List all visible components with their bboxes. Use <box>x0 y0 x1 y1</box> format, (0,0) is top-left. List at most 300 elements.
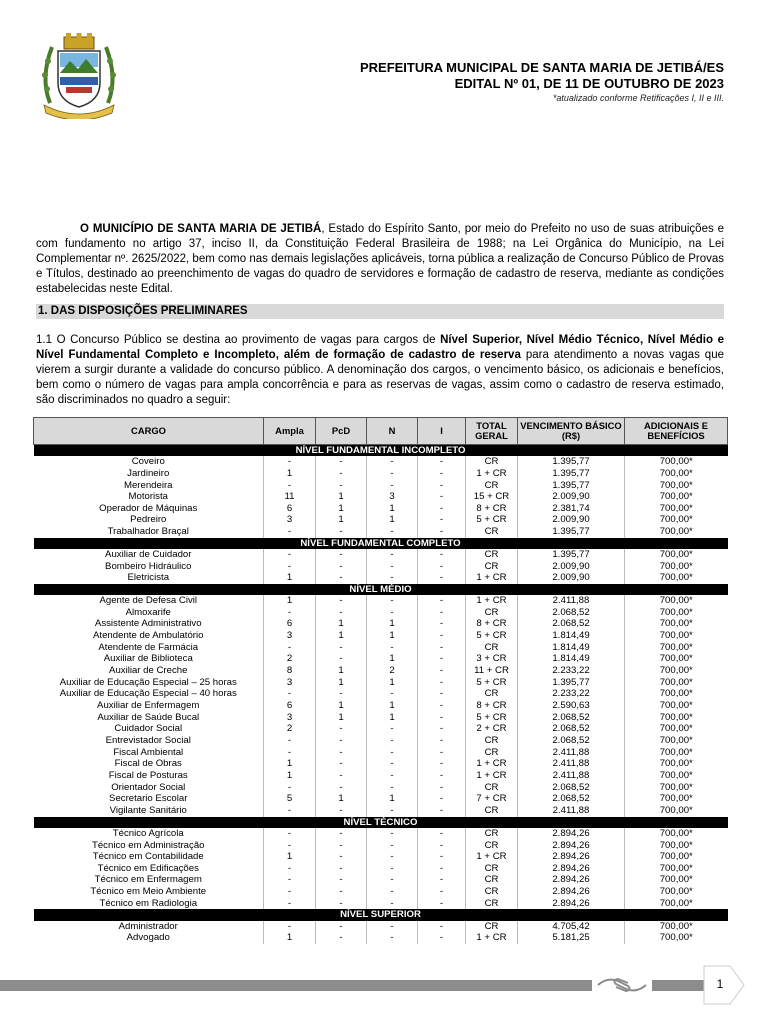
cell-total: CR <box>466 805 518 817</box>
cell-vencimento: 2.894,26 <box>518 840 625 852</box>
table-row <box>34 712 728 724</box>
table-row <box>34 898 728 910</box>
cell-cargo: Eletricista <box>127 572 170 584</box>
cell-vencimento: 2.894,26 <box>518 886 625 898</box>
cell-adicionais: 700,00* <box>625 468 728 480</box>
cell-vencimento: 2.590,63 <box>518 700 625 712</box>
table-row <box>34 526 728 538</box>
cell-i: - <box>418 747 466 759</box>
cell-cargo: Técnico em Contabilidade <box>92 851 204 863</box>
cell-total: 2 + CR <box>466 723 518 735</box>
cell-ampla: 1 <box>264 572 316 584</box>
cell-i: - <box>418 468 466 480</box>
p11-start: 1.1 O Concurso Público se destina ao provimento de vagas para cargos de <box>36 334 441 346</box>
cell-n: - <box>367 874 418 886</box>
table-row <box>34 793 728 805</box>
cell-cargo: Advogado <box>126 932 170 944</box>
cell-pcd: - <box>316 886 367 898</box>
municipal-crest-logo <box>36 33 122 119</box>
cell-n: - <box>367 561 418 573</box>
cell-cargo: Trabalhador Braçal <box>107 526 189 538</box>
cell-adicionais: 700,00* <box>625 665 728 677</box>
cell-vencimento: 2.894,26 <box>518 874 625 886</box>
header-note: *atualizado conforme Retificações I, II e III. <box>552 93 724 103</box>
cell-total: 1 + CR <box>466 468 518 480</box>
cell-cargo: Orientador Social <box>111 781 186 793</box>
intro-bold-lead: O MUNICÍPIO DE SANTA MARIA DE JETIBÁ <box>80 223 322 235</box>
table-row <box>34 828 728 840</box>
table-row <box>34 851 728 863</box>
cell-vencimento: 1.395,77 <box>518 526 625 538</box>
p11-bold: Nível Superior, Nível Médio Técnico, Nível Médio e Nível Fundamental Completo e Incompleto, além de formação de cadastro de reserva <box>36 334 724 361</box>
cell-pcd: - <box>316 840 367 852</box>
cell-adicionais: 700,00* <box>625 782 728 794</box>
table-row <box>34 503 728 515</box>
cell-adicionais: 700,00* <box>625 921 728 933</box>
cell-adicionais: 700,00* <box>625 805 728 817</box>
cell-pcd: - <box>316 758 367 770</box>
cell-ampla: 1 <box>264 758 316 770</box>
cell-i: - <box>418 630 466 642</box>
table-row <box>34 840 728 852</box>
cell-ampla: 2 <box>264 653 316 665</box>
cell-adicionais: 700,00* <box>625 723 728 735</box>
cell-i: - <box>418 561 466 573</box>
cell-ampla: - <box>264 805 316 817</box>
cell-ampla: 5 <box>264 793 316 805</box>
cell-total: 5 + CR <box>466 677 518 689</box>
cell-pcd: 1 <box>316 665 367 677</box>
cell-total: CR <box>466 840 518 852</box>
cell-adicionais: 700,00* <box>625 491 728 503</box>
cell-i: - <box>418 723 466 735</box>
table-row <box>34 595 728 607</box>
cell-pcd: - <box>316 851 367 863</box>
table-row <box>34 607 728 619</box>
cell-ampla: 1 <box>264 932 316 944</box>
cell-pcd: - <box>316 456 367 468</box>
cell-i: - <box>418 595 466 607</box>
cell-total: CR <box>466 456 518 468</box>
section-title: 1. DAS DISPOSIÇÕES PRELIMINARES <box>36 304 724 319</box>
table-row <box>34 863 728 875</box>
table-row <box>34 723 728 735</box>
table-row <box>34 491 728 503</box>
cell-i: - <box>418 932 466 944</box>
cell-total: CR <box>466 688 518 700</box>
cell-total: 11 + CR <box>466 665 518 677</box>
cell-vencimento: 1.814,49 <box>518 642 625 654</box>
col-header-ampla: Ampla <box>264 418 316 445</box>
cell-total: CR <box>466 898 518 910</box>
cell-n: - <box>367 898 418 910</box>
cell-total: 7 + CR <box>466 793 518 805</box>
cell-vencimento: 2.068,52 <box>518 618 625 630</box>
cell-adicionais: 700,00* <box>625 677 728 689</box>
cell-adicionais: 700,00* <box>625 851 728 863</box>
cell-cargo: Fiscal de Obras <box>114 758 182 770</box>
cell-i: - <box>418 735 466 747</box>
cell-i: - <box>418 653 466 665</box>
cell-vencimento: 2.411,88 <box>518 770 625 782</box>
cell-i: - <box>418 886 466 898</box>
cell-adicionais: 700,00* <box>625 514 728 526</box>
col-header-adicionais: ADICIONAIS E BENEFÍCIOS <box>625 418 728 445</box>
cell-n: - <box>367 468 418 480</box>
cell-vencimento: 2.068,52 <box>518 793 625 805</box>
cell-ampla: - <box>264 735 316 747</box>
cell-adicionais: 700,00* <box>625 863 728 875</box>
table-row <box>34 886 728 898</box>
table-row <box>34 677 728 689</box>
cell-cargo: Pedreiro <box>130 514 167 526</box>
cell-total: CR <box>466 782 518 794</box>
col-header-total: TOTAL GERAL <box>466 418 518 445</box>
cell-i: - <box>418 677 466 689</box>
cell-total: 1 + CR <box>466 770 518 782</box>
cell-vencimento: 2.411,88 <box>518 805 625 817</box>
cell-pcd: 1 <box>316 618 367 630</box>
cell-adicionais: 700,00* <box>625 572 728 584</box>
table-row <box>34 805 728 817</box>
cell-i: - <box>418 526 466 538</box>
table-row <box>34 630 728 642</box>
cell-vencimento: 2.068,52 <box>518 607 625 619</box>
cell-adicionais: 700,00* <box>625 456 728 468</box>
cell-n: 1 <box>367 700 418 712</box>
cell-i: - <box>418 491 466 503</box>
table-row <box>34 480 728 492</box>
cell-vencimento: 1.814,49 <box>518 653 625 665</box>
cell-pcd: - <box>316 723 367 735</box>
cell-pcd: 1 <box>316 677 367 689</box>
cell-cargo: Entrevistador Social <box>105 735 191 747</box>
cell-cargo: Auxiliar de Saúde Bucal <box>97 711 200 723</box>
cell-pcd: - <box>316 607 367 619</box>
cell-pcd: - <box>316 595 367 607</box>
vacancy-table <box>33 417 728 944</box>
table-row <box>34 572 728 584</box>
cell-i: - <box>418 618 466 630</box>
cell-pcd: - <box>316 526 367 538</box>
cell-adicionais: 700,00* <box>625 700 728 712</box>
cell-vencimento: 1.395,77 <box>518 549 625 561</box>
cell-vencimento: 2.009,90 <box>518 514 625 526</box>
cell-cargo: Técnico Agrícola <box>112 827 184 839</box>
cell-ampla: - <box>264 921 316 933</box>
cell-cargo: Motorista <box>128 491 168 503</box>
header-title-line1: PREFEITURA MUNICIPAL DE SANTA MARIA DE JETIBÁ/ES <box>359 60 724 75</box>
cell-vencimento: 2.233,22 <box>518 688 625 700</box>
cell-vencimento: 2.068,52 <box>518 712 625 724</box>
cell-pcd: - <box>316 782 367 794</box>
cell-cargo: Técnico em Administração <box>91 839 205 851</box>
cell-cargo: Cuidador Social <box>114 723 183 735</box>
table-row <box>34 688 728 700</box>
cell-i: - <box>418 828 466 840</box>
cell-i: - <box>418 665 466 677</box>
group-header-label: NÍVEL MÉDIO <box>34 584 728 595</box>
cell-i: - <box>418 549 466 561</box>
table-row <box>34 642 728 654</box>
cell-n: - <box>367 840 418 852</box>
table-row <box>34 735 728 747</box>
cell-vencimento: 2.068,52 <box>518 735 625 747</box>
table-header-row <box>34 418 728 445</box>
cell-i: - <box>418 514 466 526</box>
cell-pcd: - <box>316 480 367 492</box>
cell-vencimento: 2.009,90 <box>518 572 625 584</box>
cell-total: 3 + CR <box>466 653 518 665</box>
cell-n: - <box>367 758 418 770</box>
cell-n: - <box>367 526 418 538</box>
cell-cargo: Bombeiro Hidráulico <box>105 560 192 572</box>
handshake-icon <box>592 974 652 996</box>
cell-ampla: - <box>264 480 316 492</box>
cell-cargo: Auxiliar de Educação Especial – 25 horas <box>59 676 237 688</box>
cell-cargo: Assistente Administrativo <box>94 618 202 630</box>
cell-n: - <box>367 480 418 492</box>
cell-n: 1 <box>367 503 418 515</box>
cell-adicionais: 700,00* <box>625 758 728 770</box>
cell-ampla: - <box>264 874 316 886</box>
group-header-label: NÍVEL FUNDAMENTAL INCOMPLETO <box>34 445 728 457</box>
cell-vencimento: 1.814,49 <box>518 630 625 642</box>
cell-adicionais: 700,00* <box>625 770 728 782</box>
cell-i: - <box>418 863 466 875</box>
cell-pcd: 1 <box>316 712 367 724</box>
cell-adicionais: 700,00* <box>625 561 728 573</box>
cell-ampla: 3 <box>264 514 316 526</box>
cell-n: - <box>367 688 418 700</box>
cell-i: - <box>418 503 466 515</box>
cell-i: - <box>418 898 466 910</box>
cell-n: - <box>367 863 418 875</box>
cell-cargo: Vigilante Sanitário <box>109 804 187 816</box>
cell-n: 1 <box>367 630 418 642</box>
cell-pcd: - <box>316 468 367 480</box>
group-header-row <box>34 538 728 549</box>
cell-adicionais: 700,00* <box>625 840 728 852</box>
cell-total: 1 + CR <box>466 758 518 770</box>
cell-ampla: 6 <box>264 700 316 712</box>
cell-cargo: Administrador <box>118 920 178 932</box>
col-header-cargo: CARGO <box>34 418 264 445</box>
cell-i: - <box>418 712 466 724</box>
cell-ampla: 3 <box>264 712 316 724</box>
table-row <box>34 561 728 573</box>
document-header <box>360 60 724 104</box>
cell-ampla: - <box>264 688 316 700</box>
cell-pcd: 1 <box>316 491 367 503</box>
cell-pcd: - <box>316 863 367 875</box>
cell-n: - <box>367 607 418 619</box>
cell-vencimento: 2.233,22 <box>518 665 625 677</box>
cell-adicionais: 700,00* <box>625 735 728 747</box>
cell-ampla: - <box>264 607 316 619</box>
cell-cargo: Merendeira <box>123 479 173 491</box>
cell-ampla: - <box>264 456 316 468</box>
cell-total: CR <box>466 561 518 573</box>
cell-pcd: 1 <box>316 503 367 515</box>
cell-pcd: - <box>316 688 367 700</box>
cell-total: CR <box>466 828 518 840</box>
cell-pcd: - <box>316 653 367 665</box>
cell-total: 1 + CR <box>466 595 518 607</box>
cell-ampla: - <box>264 642 316 654</box>
cell-cargo: Jardineiro <box>127 467 170 479</box>
cell-total: CR <box>466 874 518 886</box>
cell-i: - <box>418 456 466 468</box>
cell-cargo: Secretario Escolar <box>109 793 188 805</box>
cell-cargo: Auxiliar de Enfermagem <box>97 700 200 712</box>
cell-cargo: Auxiliar de Educação Especial – 40 horas <box>59 688 237 700</box>
cell-pcd: - <box>316 561 367 573</box>
cell-adicionais: 700,00* <box>625 642 728 654</box>
cell-i: - <box>418 688 466 700</box>
cell-cargo: Agente de Defesa Civil <box>99 595 198 607</box>
cell-total: CR <box>466 607 518 619</box>
cell-vencimento: 4.705,42 <box>518 921 625 933</box>
cell-i: - <box>418 607 466 619</box>
table-row <box>34 514 728 526</box>
table-row <box>34 932 728 944</box>
cell-adicionais: 700,00* <box>625 688 728 700</box>
cell-pcd: - <box>316 572 367 584</box>
table-row <box>34 468 728 480</box>
page-number-badge <box>700 962 746 1008</box>
table-row <box>34 747 728 759</box>
cell-ampla: 8 <box>264 665 316 677</box>
cell-cargo: Atendente de Ambulatório <box>93 630 204 642</box>
cell-pcd: - <box>316 921 367 933</box>
table-row <box>34 782 728 794</box>
cell-i: - <box>418 921 466 933</box>
cell-adicionais: 700,00* <box>625 503 728 515</box>
cell-n: 1 <box>367 793 418 805</box>
cell-ampla: 6 <box>264 503 316 515</box>
cell-vencimento: 5.181,25 <box>518 932 625 944</box>
cell-vencimento: 1.395,77 <box>518 480 625 492</box>
p11-end: para atendimento a novas vagas que vierem a surgir durante a validade do concurso público. A denominação dos cargos, o vencimento básico, os adicionais e benefícios, bem como o número de vagas para ampla concorrência e para as reservas de vagas, assim como o cadastro de reserva estimado, são discriminados no quadro a seguir: <box>36 349 724 406</box>
cell-n: - <box>367 886 418 898</box>
cell-total: 5 + CR <box>466 630 518 642</box>
cell-cargo: Técnico em Meio Ambiente <box>90 886 207 898</box>
cell-cargo: Técnico em Enfermagem <box>94 874 202 886</box>
col-header-n: N <box>367 418 418 445</box>
cell-n: - <box>367 782 418 794</box>
cell-adicionais: 700,00* <box>625 828 728 840</box>
paragraph-1-1 <box>36 333 724 408</box>
table-row <box>34 921 728 933</box>
cell-total: CR <box>466 886 518 898</box>
header-title-line2: EDITAL Nº 01, DE 11 DE OUTUBRO DE 2023 <box>454 76 724 91</box>
cell-i: - <box>418 770 466 782</box>
cell-vencimento: 2.894,26 <box>518 828 625 840</box>
cell-total: 1 + CR <box>466 572 518 584</box>
cell-total: 8 + CR <box>466 618 518 630</box>
cell-adicionais: 700,00* <box>625 793 728 805</box>
cell-n: - <box>367 770 418 782</box>
cell-adicionais: 700,00* <box>625 653 728 665</box>
cell-pcd: - <box>316 828 367 840</box>
cell-vencimento: 2.009,90 <box>518 491 625 503</box>
cell-total: 8 + CR <box>466 700 518 712</box>
cell-n: - <box>367 851 418 863</box>
cell-cargo: Atendente de Farmácia <box>98 641 199 653</box>
cell-n: - <box>367 932 418 944</box>
cell-ampla: - <box>264 747 316 759</box>
cell-adicionais: 700,00* <box>625 932 728 944</box>
cell-adicionais: 700,00* <box>625 712 728 724</box>
cell-cargo: Auxiliar de Biblioteca <box>103 653 193 665</box>
cell-total: CR <box>466 526 518 538</box>
table-body <box>34 445 728 944</box>
table-row <box>34 549 728 561</box>
cell-n: 1 <box>367 618 418 630</box>
group-header-row <box>34 909 728 920</box>
cell-vencimento: 1.395,77 <box>518 456 625 468</box>
cell-total: CR <box>466 735 518 747</box>
cell-vencimento: 2.068,52 <box>518 782 625 794</box>
cell-cargo: Auxiliar de Creche <box>109 665 188 677</box>
cell-ampla: - <box>264 898 316 910</box>
cell-pcd: - <box>316 874 367 886</box>
group-header-label: NÍVEL FUNDAMENTAL COMPLETO <box>34 538 728 549</box>
cell-total: CR <box>466 921 518 933</box>
cell-adicionais: 700,00* <box>625 480 728 492</box>
cell-adicionais: 700,00* <box>625 747 728 759</box>
cell-ampla: - <box>264 840 316 852</box>
cell-ampla: 11 <box>264 491 316 503</box>
cell-cargo: Técnico em Radiologia <box>99 897 198 909</box>
group-header-row <box>34 817 728 828</box>
cell-n: 2 <box>367 665 418 677</box>
cell-pcd: - <box>316 747 367 759</box>
cell-i: - <box>418 642 466 654</box>
cell-pcd: - <box>316 735 367 747</box>
group-header-row <box>34 445 728 457</box>
cell-ampla: 1 <box>264 851 316 863</box>
cell-total: CR <box>466 480 518 492</box>
cell-i: - <box>418 782 466 794</box>
cell-pcd: - <box>316 549 367 561</box>
table-row <box>34 653 728 665</box>
cell-n: 1 <box>367 514 418 526</box>
cell-n: - <box>367 805 418 817</box>
cell-i: - <box>418 572 466 584</box>
cell-pcd: - <box>316 932 367 944</box>
cell-total: CR <box>466 863 518 875</box>
table-row <box>34 700 728 712</box>
cell-i: - <box>418 480 466 492</box>
cell-adicionais: 700,00* <box>625 526 728 538</box>
cell-i: - <box>418 840 466 852</box>
cell-vencimento: 2.411,88 <box>518 758 625 770</box>
cell-vencimento: 1.395,77 <box>518 468 625 480</box>
cell-n: - <box>367 642 418 654</box>
cell-pcd: - <box>316 770 367 782</box>
cell-adicionais: 700,00* <box>625 549 728 561</box>
cell-total: 5 + CR <box>466 514 518 526</box>
cell-vencimento: 2.894,26 <box>518 898 625 910</box>
group-header-label: NÍVEL TÉCNICO <box>34 817 728 828</box>
cell-n: 3 <box>367 491 418 503</box>
cell-ampla: 1 <box>264 595 316 607</box>
table-row <box>34 770 728 782</box>
table-row <box>34 874 728 886</box>
cell-total: CR <box>466 747 518 759</box>
